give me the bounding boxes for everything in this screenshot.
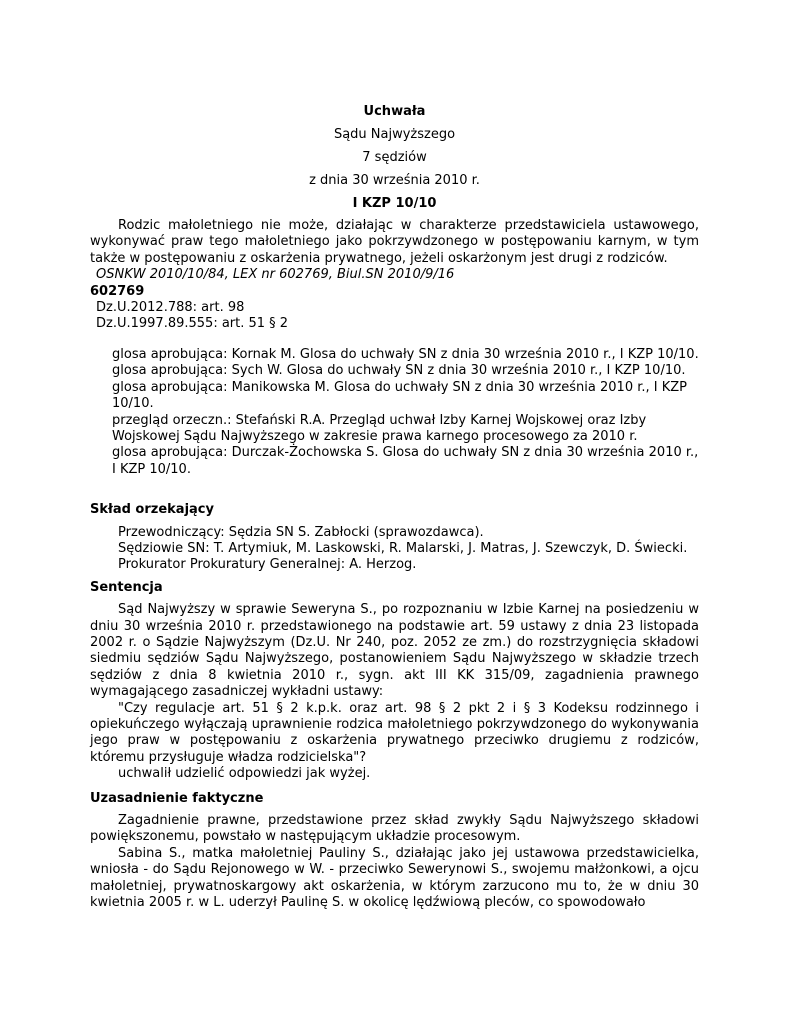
gloss-item: glosa aprobująca: Manikowska M. Glosa do uchwały SN z dnia 30 września 2010 r., I KZP 10/10.	[112, 379, 688, 412]
presiding-judge: Przewodniczący: Sędzia SN S. Zabłocki (sprawozdawca).	[118, 524, 484, 540]
gloss-item: glosa aprobująca: Kornak M. Glosa do uchwały SN z dnia 30 września 2010 r., I KZP 10/10.	[112, 346, 699, 362]
prosecutor: Prokurator Prokuratury Generalnej: A. Herzog.	[118, 557, 417, 573]
legal-question: "Czy regulacje art. 51 § 2 k.p.k. oraz art. 98 § 2 pkt 2 i § 3 Kodeksu rodzinnego i opiekuńczego wyłączają uprawnienie rodzica małoletniego pokrzywdzonego do wykonywania jego praw w postępowaniu z oskarżenia prywatnego przeciwko drugiemu z rodziców, któremu przysługuje władza rodzicielska"?	[90, 700, 699, 765]
document-number: 602769	[90, 283, 145, 299]
document-title: Uchwała	[363, 104, 426, 119]
facts-paragraph: Sabina S., matka małoletniej Pauliny S., działając jako jej ustawowa przedstawicielka, wniosła - do Sądu Rejonowego w W. - przeciwko Sewerynowi S., swojemu małżonkowi, a ojcu małoletniej, prywatnoskargowy akt oskarżenia, w którym zarzucono mu to, że w dniu 30 kwietnia 2005 r. w L. uderzył Paulinę S. w okolicę lędźwiową pleców, co spowodowało	[90, 845, 699, 911]
gloss-item: glosa aprobująca: Durczak-Żochowska S. Glosa do uchwały SN z dnia 30 września 2010 r., I KZP 10/10.	[112, 445, 699, 477]
thesis-text: Rodzic małoletniego nie może, działając w charakterze przedstawiciela ustawowego, wykonywać praw tego małoletniego jako pokrzywdzonego w postępowaniu karnym, w tym także w postępowaniu z oskarżenia prywatnego, jeżeli oskarżonym jest drugi z rodziców.	[90, 218, 699, 266]
resolution-text: uchwalił udzielić odpowiedzi jak wyżej.	[118, 766, 371, 782]
facts-paragraph: Zagadnienie prawne, przedstawione przez skład zwykły Sądu Najwyższego składowi powiększonemu, powstało w następującym układzie procesowym.	[90, 813, 699, 845]
panel-size: 7 sędziów	[362, 149, 427, 165]
gloss-item: glosa aprobująca: Sych W. Glosa do uchwały SN z dnia 30 września 2010 r., I KZP 10/10.	[112, 363, 686, 379]
document-page	[90, 104, 699, 911]
composition-heading: Skład orzekający	[90, 502, 214, 518]
sentence-heading: Sentencja	[90, 579, 163, 595]
gloss-item: przegląd orzeczn.: Stefański R.A. Przegląd uchwał Izby Karnej Wojskowej oraz Izby Wojskowej Sądu Najwyższego w zakresie prawa karnego procesowego za 2010 r.	[112, 412, 647, 444]
facts-heading: Uzasadnienie faktyczne	[90, 790, 264, 806]
decision-date: z dnia 30 września 2010 r.	[309, 172, 480, 188]
legal-ref: Dz.U.1997.89.555: art. 51 § 2	[96, 316, 289, 332]
case-number: I KZP 10/10	[352, 195, 437, 211]
gloss-list	[112, 347, 699, 478]
court-name: Sądu Najwyższego	[333, 126, 456, 142]
legal-ref: Dz.U.2012.788: art. 98	[96, 300, 245, 316]
publication-source: OSNKW 2010/10/84, LEX nr 602769, Biul.SN 2010/9/16	[96, 267, 455, 283]
sentence-paragraph: Sąd Najwyższy w sprawie Seweryna S., po rozpoznaniu w Izbie Karnej na posiedzeniu w dniu 30 września 2010 r. przedstawionego na podstawie art. 59 ustawy z dnia 23 listopada 2002 r. o Sądzie Najwyższym (Dz.U. Nr 240, poz. 2052 ze zm.) do rozstrzygnięcia składowi siedmiu sędziów Sądu Najwyższego, postanowieniem Sądu Najwyższego w składzie trzech sędziów z dnia 8 kwietnia 2010 r., sygn. akt III KK 315/09, zagadnienia prawnego wymagającego zasadniczej wykładni ustawy:	[90, 602, 699, 700]
panel-judges: Sędziowie SN: T. Artymiuk, M. Laskowski, R. Malarski, J. Matras, J. Szewczyk, D. Świecki.	[118, 540, 688, 556]
